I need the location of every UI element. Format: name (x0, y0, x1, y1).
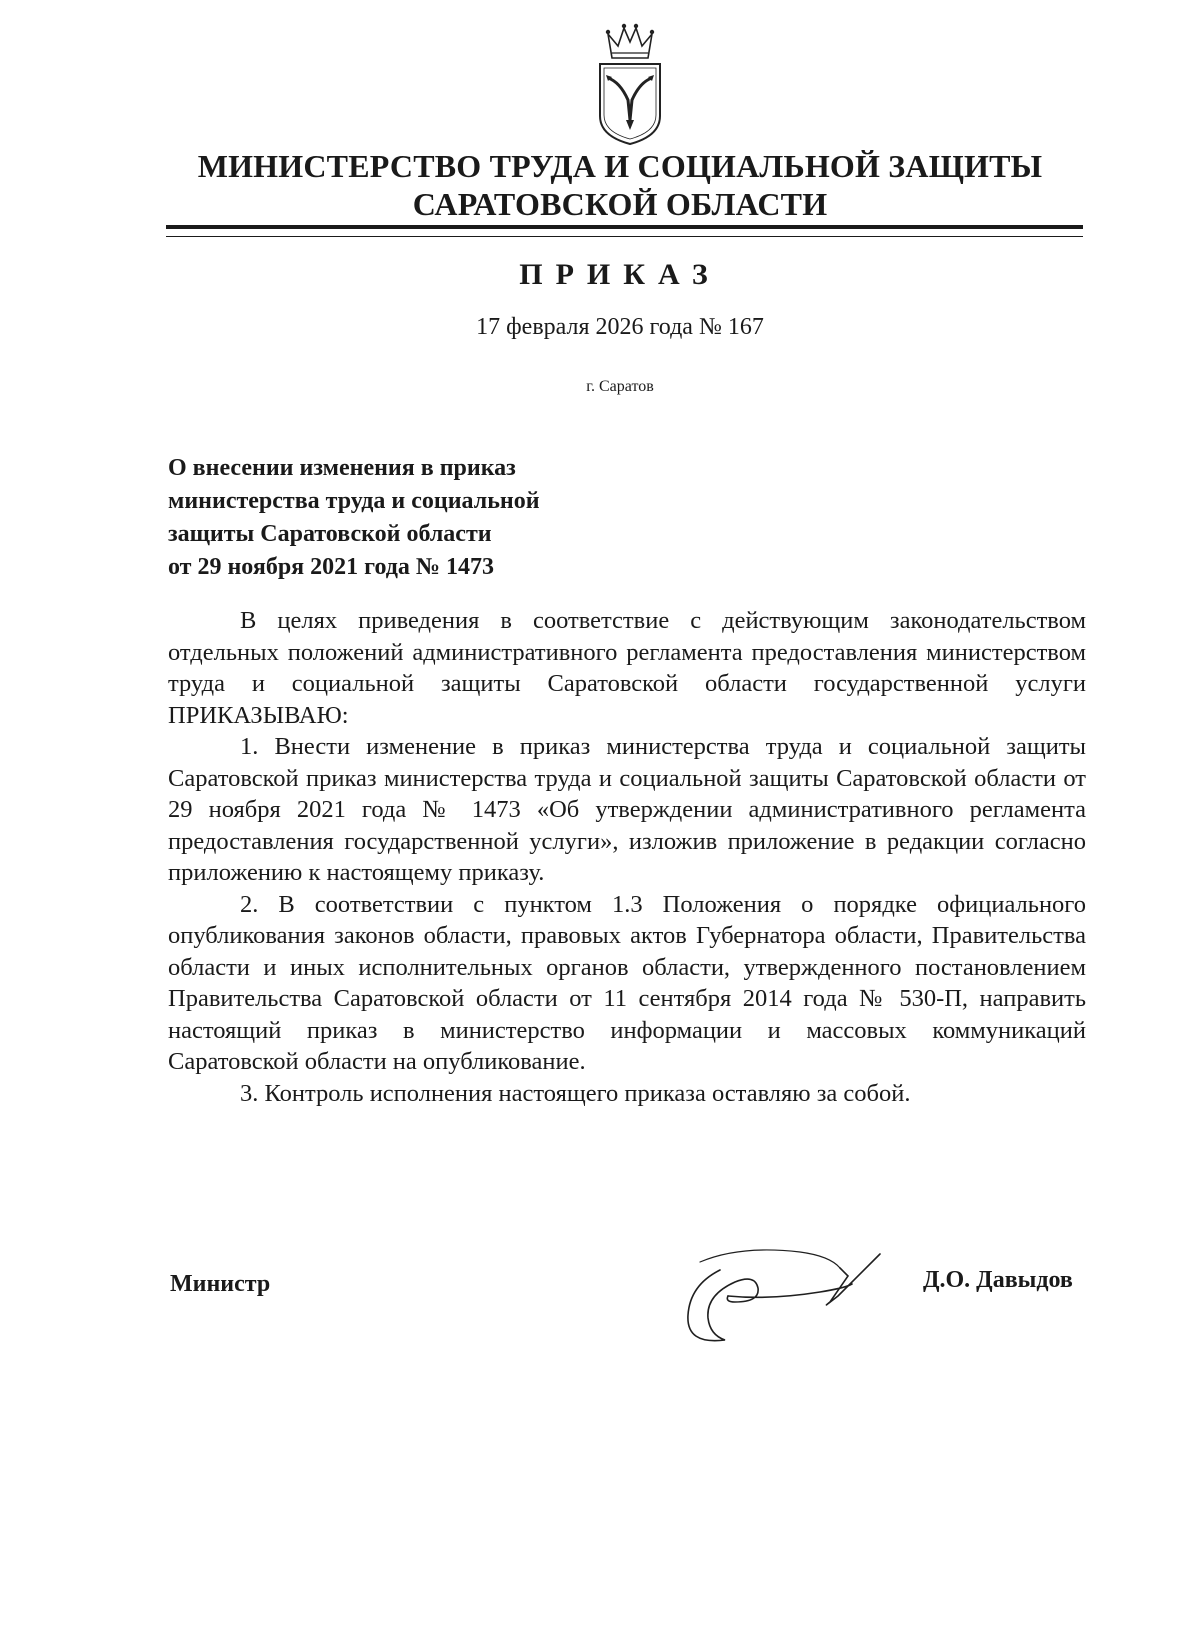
signature-icon (680, 1240, 910, 1360)
coat-of-arms-icon (590, 20, 670, 146)
document-city: г. Саратов (586, 378, 654, 395)
document-type: ПРИКАЗ (519, 258, 721, 291)
body-paragraph-preamble: В целях приведения в соответствие с действующим законодательством отдельных положений административного регламента предоставления министерством труда и социальной защиты Саратовской области государственной услуги ПРИКАЗЫВАЮ: (168, 607, 1086, 729)
header-rule-thin (166, 236, 1083, 237)
document-date-number: 17 февраля 2026 года № 167 (476, 314, 764, 340)
signatory-name: Д.О. Давыдов (923, 1267, 1073, 1293)
subject-line: министерства труда и социальной (168, 488, 540, 514)
document-body (168, 605, 1086, 1109)
subject-line: защиты Саратовской области (168, 521, 492, 547)
signatory-position: Министр (170, 1271, 271, 1297)
subject-line: от 29 ноября 2021 года № 1473 (168, 554, 495, 580)
body-paragraph-item-1: 1. Внести изменение в приказ министерства труда и социальной защиты Саратовской приказ министерства труда и социальной защиты Саратовской области от 29 ноября 2021 года № 1473 «Об утверждении административного регламента предоставления государственной услуги», изложив приложение в редакции согласно приложению к настоящему приказу. (168, 733, 1086, 886)
subject-line: О внесении изменения в приказ (168, 455, 516, 481)
header-rule-thick (166, 225, 1083, 229)
ministry-name-line-1: МИНИСТЕРСТВО ТРУДА И СОЦИАЛЬНОЙ ЗАЩИТЫ (197, 148, 1043, 184)
body-paragraph-item-2: 2. В соответствии с пунктом 1.3 Положения о порядке официального опубликования законов области, правовых актов Губернатора области, Правительства области и иных исполнительных органов области, утвержденного постановлением Правительства Саратовской области от 11 сентября 2014 года № 530-П, направить настоящий приказ в министерство информации и массовых коммуникаций Саратовской области на опубликование. (168, 890, 1086, 1075)
ministry-name-line-2: САРАТОВСКОЙ ОБЛАСТИ (412, 186, 828, 222)
body-paragraph-item-3: 3. Контроль исполнения настоящего приказа оставляю за собой. (240, 1079, 911, 1107)
document-subject (168, 452, 628, 584)
